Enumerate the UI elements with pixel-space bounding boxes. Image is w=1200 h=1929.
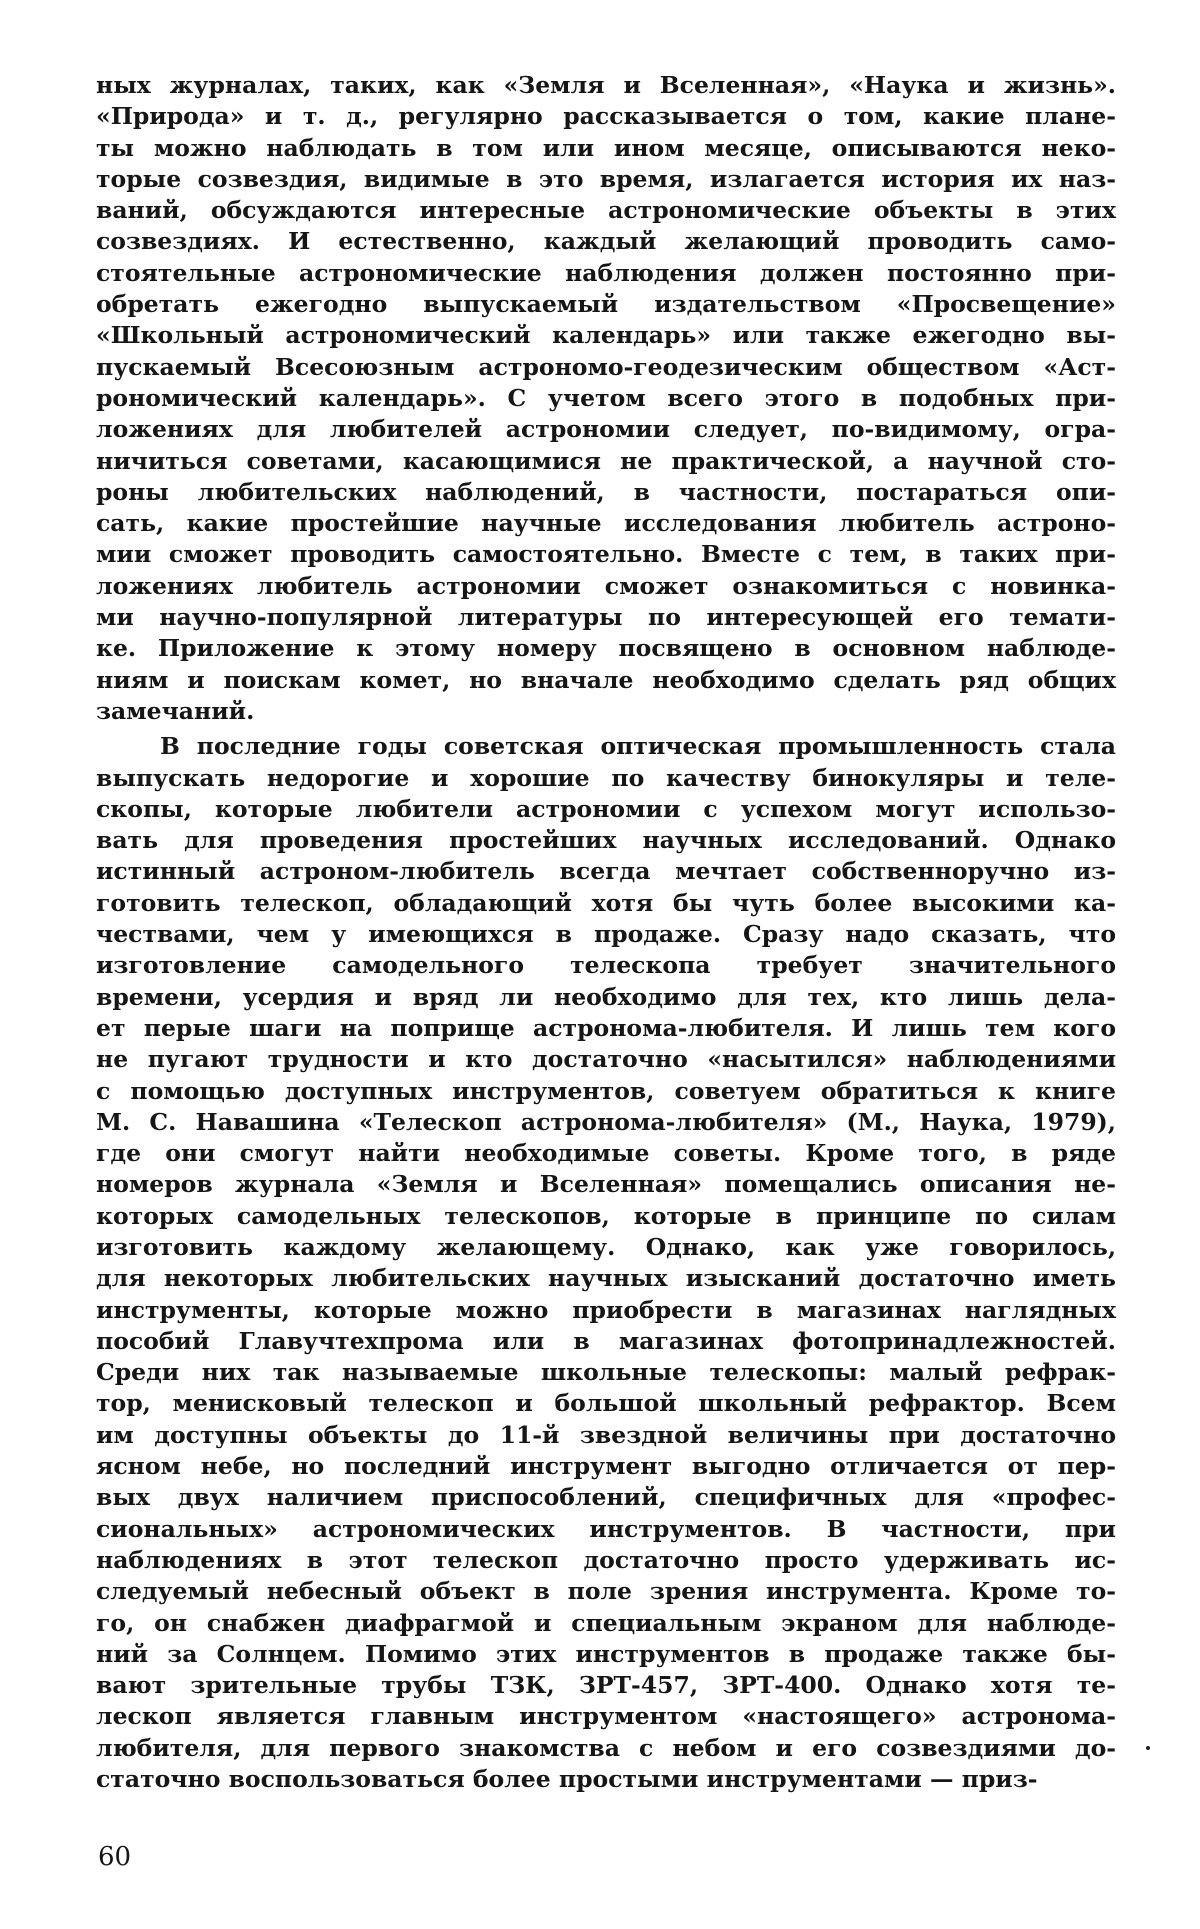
- paragraph-1: [96, 70, 1116, 727]
- text-line: готовить телескоп, обладающий хотя бы чуть более высокими ка-: [96, 888, 1116, 917]
- text-line: ложениях для любителей астрономии следует, по-видимому, огра-: [96, 415, 1116, 444]
- text-line: В последние годы советская оптическая промышленность стала: [160, 732, 1116, 761]
- text-line: го, он снабжен диафрагмой и специальным экраном для наблюде-: [96, 1608, 1116, 1637]
- paragraph-2: [96, 731, 1116, 1795]
- text-line: номеров журнала «Земля и Вселенная» помещались описания не-: [96, 1170, 1116, 1199]
- text-line: обретать ежегодно выпускаемый издательством «Просвещение»: [96, 290, 1116, 319]
- text-line: истинный астроном-любитель всегда мечтает собственноручно из-: [96, 857, 1116, 886]
- margin-speck: [1146, 1746, 1150, 1750]
- text-line: для некоторых любительских научных изысканий достаточно иметь: [96, 1264, 1116, 1293]
- page-text-body: [96, 70, 1116, 1795]
- text-line: вых двух наличием приспособлений, специфичных для «профес-: [96, 1483, 1116, 1512]
- text-line: сать, какие простейшие научные исследования любитель астроно-: [96, 509, 1116, 538]
- text-line: лескоп является главным инструментом «настоящего» астронома-: [96, 1702, 1116, 1731]
- text-line: чествами, чем у имеющихся в продаже. Сразу надо сказать, что: [96, 920, 1116, 949]
- text-line: ясном небе, но последний инструмент выгодно отличается от пер-: [96, 1452, 1116, 1481]
- text-line: ний за Солнцем. Помимо этих инструментов в продаже также бы-: [96, 1639, 1116, 1668]
- text-line: М. С. Навашина «Телескоп астронома-любителя» (М., Наука, 1979),: [96, 1107, 1116, 1136]
- text-line: вать для проведения простейших научных исследований. Однако: [96, 826, 1116, 855]
- text-line: не пугают трудности и кто достаточно «насытился» наблюдениями: [96, 1045, 1116, 1074]
- text-line: ке. Приложение к этому номеру посвящено в основном наблюде-: [96, 634, 1116, 663]
- text-line: тор, менисковый телескоп и большой школьный рефрактор. Всем: [96, 1389, 1116, 1418]
- text-line: изготовление самодельного телескопа требует значительного: [96, 951, 1116, 980]
- text-line: ниям и поискам комет, но вначале необходимо сделать ряд общих: [96, 665, 1116, 694]
- text-line: изготовить каждому желающему. Однако, как уже говорилось,: [96, 1232, 1116, 1261]
- text-line: которых самодельных телескопов, которые в принципе по силам: [96, 1201, 1116, 1230]
- text-line: пускаемый Всесоюзным астрономо-геодезическим обществом «Аст-: [96, 352, 1116, 381]
- page-number: 60: [98, 1842, 132, 1872]
- text-line: «Природа» и т. д., регулярно рассказывается о том, какие плане-: [96, 102, 1116, 131]
- text-line: наблюдениях в этот телескоп достаточно просто удерживать ис-: [96, 1545, 1116, 1574]
- text-line: ничиться советами, касающимися не практической, а научной сто-: [96, 446, 1116, 475]
- text-line: любителя, для первого знакомства с небом и его созвездиями до-: [96, 1733, 1116, 1762]
- text-line: ет перые шаги на поприще астронома-любителя. И лишь тем кого: [96, 1013, 1116, 1042]
- text-line: созвездиях. И естественно, каждый желающий проводить само-: [96, 227, 1116, 256]
- text-line: рономический календарь». С учетом всего этого в подобных при-: [96, 383, 1116, 412]
- text-line: статочно воспользоваться более простыми инструментами — приз-: [96, 1765, 1038, 1794]
- text-line: замечаний.: [96, 696, 255, 725]
- text-line: времени, усердия и вряд ли необходимо для тех, кто лишь дела-: [96, 982, 1116, 1011]
- text-line: «Школьный астрономический календарь» или также ежегодно вы-: [96, 321, 1116, 350]
- text-line: выпускать недорогие и хорошие по качеству бинокуляры и теле-: [96, 763, 1116, 792]
- text-line: им доступны объекты до 11-й звездной величины при достаточно: [96, 1420, 1116, 1449]
- text-line: мии сможет проводить самостоятельно. Вместе с тем, в таких при-: [96, 540, 1116, 569]
- text-line: ты можно наблюдать в том или ином месяце, описываются неко-: [96, 133, 1116, 162]
- text-line: с помощью доступных инструментов, советуем обратиться к книге: [96, 1076, 1116, 1105]
- text-line: ложениях любитель астрономии сможет ознакомиться с новинка-: [96, 571, 1116, 600]
- text-line: Среди них так называемые школьные телескопы: малый рефрак-: [96, 1358, 1116, 1387]
- text-line: скопы, которые любители астрономии с успехом могут использо-: [96, 794, 1116, 823]
- text-line: ных журналах, таких, как «Земля и Вселенная», «Наука и жизнь».: [96, 71, 1116, 99]
- text-line: торые созвездия, видимые в это время, излагается история их наз-: [96, 164, 1116, 193]
- text-line: пособий Главучтехпрома или в магазинах фотопринадлежностей.: [96, 1326, 1116, 1355]
- text-line: роны любительских наблюдений, в частности, постараться опи-: [96, 477, 1116, 506]
- text-line: стоятельные астрономические наблюдения должен постоянно при-: [96, 258, 1116, 287]
- text-line: вают зрительные трубы ТЗК, ЗРТ-457, ЗРТ-400. Однако хотя те-: [96, 1671, 1116, 1700]
- text-line: ваний, обсуждаются интересные астрономические объекты в этих: [96, 196, 1116, 225]
- text-line: где они смогут найти необходимые советы. Кроме того, в ряде: [96, 1139, 1116, 1168]
- text-line: следуемый небесный объект в поле зрения инструмента. Кроме то-: [96, 1577, 1116, 1606]
- text-line: ми научно-популярной литературы по интересующей его темати-: [96, 603, 1116, 632]
- text-line: сиональных» астрономических инструментов. В частности, при: [96, 1514, 1116, 1543]
- text-line: инструменты, которые можно приобрести в магазинах наглядных: [96, 1295, 1116, 1324]
